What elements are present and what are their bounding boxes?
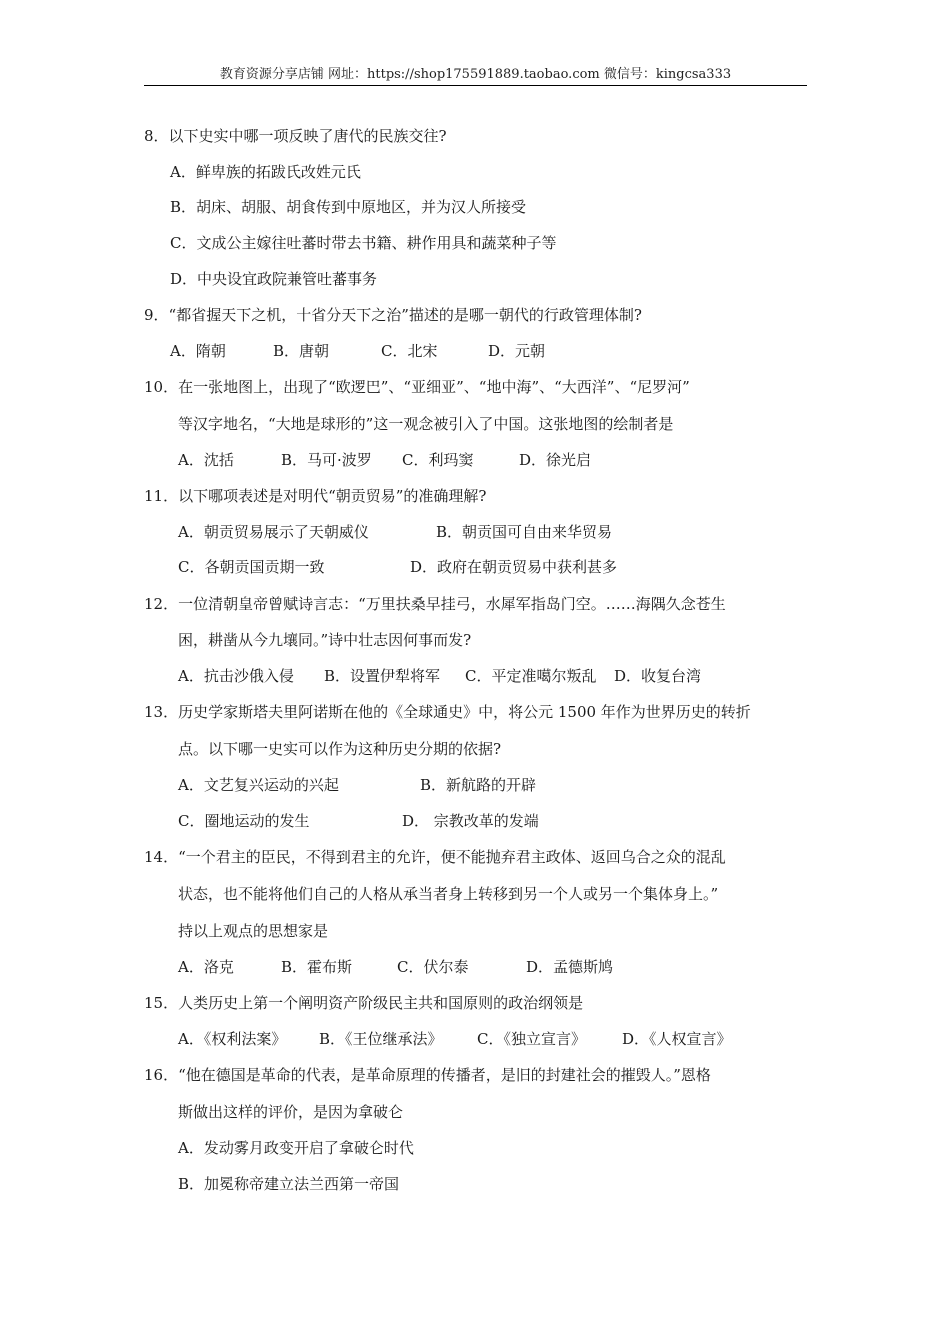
option-8d: D．中央设宜政院兼管吐蕃事务 xyxy=(170,270,378,288)
option-8b: B．胡床、胡服、胡食传到中原地区，并为汉人所接受 xyxy=(170,198,527,216)
question-number: 11． xyxy=(144,487,179,505)
option-9a: A．隋朝 xyxy=(170,342,226,360)
question-number: 12． xyxy=(144,595,179,613)
question-12 xyxy=(144,594,726,614)
question-number: 10． xyxy=(144,378,179,396)
option-12b: B．设置伊犁将军 xyxy=(324,667,441,685)
question-11 xyxy=(144,486,486,506)
option-10b: B．马可·波罗 xyxy=(281,451,372,469)
question-number: 16． xyxy=(144,1066,179,1084)
question-9 xyxy=(144,305,642,325)
option-16b: B．加冕称帝建立法兰西第一帝国 xyxy=(178,1175,400,1193)
question-number: 8． xyxy=(144,127,169,145)
option-13b: B．新航路的开辟 xyxy=(420,776,537,794)
question-10 xyxy=(144,377,690,397)
question-number: 9． xyxy=(144,306,169,324)
option-11d: D．政府在朝贡贸易中获利甚多 xyxy=(410,558,618,576)
question-10-continued: 等汉字地名，“大地是球形的”这一观念被引入了中国。这张地图的绘制者是 xyxy=(178,415,674,433)
question-stem: 以下史实中哪一项反映了唐代的民族交往? xyxy=(168,127,447,145)
option-8c: C．文成公主嫁往吐蕃时带去书籍、耕作用具和蔬菜种子等 xyxy=(170,234,557,252)
option-14c: C．伏尔泰 xyxy=(397,958,469,976)
option-14b: B．霍布斯 xyxy=(281,958,353,976)
option-11c: C．各朝贡国贡期一致 xyxy=(178,558,325,576)
option-10d: D．徐光启 xyxy=(519,451,592,469)
option-12d: D．收复台湾 xyxy=(614,667,702,685)
question-stem: 在一张地图上，出现了“欧逻巴”、“亚细亚”、“地中海”、“大西洋”、“尼罗河” xyxy=(178,378,690,396)
option-15b: B．《王位继承法》 xyxy=(319,1030,443,1048)
option-8a: A．鲜卑族的拓跋氏改姓元氏 xyxy=(170,163,361,181)
question-number: 13． xyxy=(144,703,179,721)
question-number: 14． xyxy=(144,848,179,866)
question-stem: “一个君主的臣民，不得到君主的允许，便不能抛弃君主政体、返回乌合之众的混乱 xyxy=(178,848,726,866)
header-divider xyxy=(144,85,807,86)
question-8 xyxy=(144,126,447,146)
option-12a: A．抗击沙俄入侵 xyxy=(178,667,294,685)
question-12-continued: 困，耕凿从今九壤同。”诗中壮志因何事而发? xyxy=(178,631,472,649)
page-header: 教育资源分享店铺 网址：https://shop175591889.taobao.com 微信号：kingcsa333 xyxy=(219,67,732,82)
option-15a: A．《权利法案》 xyxy=(178,1030,287,1048)
option-15d: D．《人权宣言》 xyxy=(622,1030,732,1048)
option-10c: C．利玛窦 xyxy=(402,451,474,469)
question-number: 15． xyxy=(144,994,179,1012)
option-9b: B．唐朝 xyxy=(273,342,330,360)
option-15c: C．《独立宣言》 xyxy=(477,1030,586,1048)
option-9c: C．北宋 xyxy=(381,342,438,360)
option-13c: C．圈地运动的发生 xyxy=(178,812,310,830)
question-stem: 历史学家斯塔夫里阿诺斯在他的《全球通史》中，将公元 1500 年作为世界历史的转折 xyxy=(178,703,751,721)
option-14d: D．孟德斯鸠 xyxy=(526,958,614,976)
question-14-prompt: 持以上观点的思想家是 xyxy=(178,922,329,940)
question-16 xyxy=(144,1065,711,1085)
question-stem: “他在德国是革命的代表，是革命原理的传播者，是旧的封建社会的摧毁人。”恩格 xyxy=(178,1066,711,1084)
option-9d: D．元朝 xyxy=(488,342,546,360)
question-15 xyxy=(144,993,583,1013)
question-14-continued: 状态，也不能将他们自己的人格从承当者身上转移到另一个人或另一个集体身上。” xyxy=(178,885,719,903)
question-13-continued: 点。以下哪一史实可以作为这种历史分期的依据? xyxy=(178,740,502,758)
option-11a: A．朝贡贸易展示了天朝威仪 xyxy=(178,523,369,541)
question-stem: 人类历史上第一个阐明资产阶级民主共和国原则的政治纲领是 xyxy=(178,994,584,1012)
option-10a: A．沈括 xyxy=(178,451,234,469)
option-16a: A．发动雾月政变开启了拿破仑时代 xyxy=(178,1139,414,1157)
question-14 xyxy=(144,847,726,867)
option-13a: A．文艺复兴运动的兴起 xyxy=(178,776,339,794)
question-stem: “都省握天下之机，十省分天下之治”描述的是哪一朝代的行政管理体制? xyxy=(168,306,642,324)
question-stem: 一位清朝皇帝曾赋诗言志：“万里扶桑早挂弓，水犀军指岛门空。……海隅久念苍生 xyxy=(178,595,726,613)
option-11b: B．朝贡国可自由来华贸易 xyxy=(436,523,613,541)
option-13d: D． 宗教改革的发端 xyxy=(402,812,539,830)
option-14a: A．洛克 xyxy=(178,958,234,976)
question-13 xyxy=(144,702,751,722)
question-stem: 以下哪项表述是对明代“朝贡贸易”的准确理解? xyxy=(178,487,487,505)
option-12c: C．平定准噶尔叛乱 xyxy=(465,667,597,685)
question-16-continued: 斯做出这样的评价，是因为拿破仑 xyxy=(178,1103,404,1121)
